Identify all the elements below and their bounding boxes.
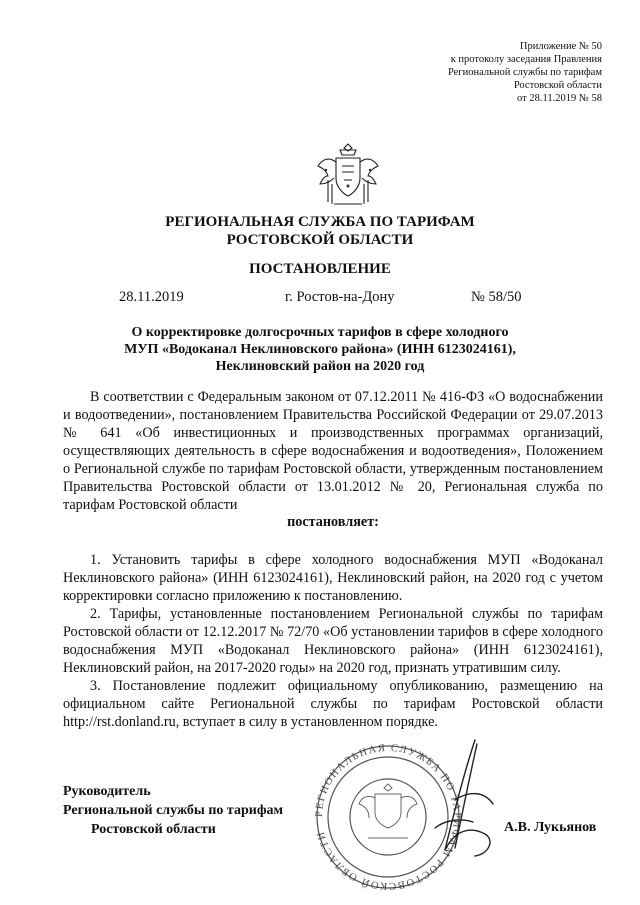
organization-title [60, 213, 580, 249]
appendix-line: к протоколу заседания Правления [450, 54, 602, 65]
appendix-note [302, 40, 602, 105]
signer-line: Ростовской области [91, 822, 216, 837]
document-number: № 58/50 [471, 289, 522, 305]
subject-line: О корректировке долгосрочных тарифов в сфере холодного [131, 325, 509, 340]
document-city: г. Ростов-на-Дону [285, 289, 395, 305]
resolution-item: 2. Тарифы, установленные постановлением Региональной службы по тарифам Ростовской области от 12.12.2017 № 72/70 «Об установлении тарифов в сфере холодного водоснабжения МУП «Водоканал Неклиновского района» (ИНН 6123024161), Неклиновский район, на 2017-2020 годы» на 2020 год, признать утратившим силу. [63, 606, 603, 676]
appendix-line: Региональной службы по тарифам [447, 67, 602, 78]
resolution-items [63, 551, 603, 731]
appendix-line: Приложение № 50 [519, 41, 602, 52]
coat-of-arms-icon [314, 140, 382, 210]
appendix-line: Ростовской области [513, 80, 602, 91]
document-subject [60, 324, 580, 375]
signer-line: Региональной службы по тарифам [63, 803, 284, 818]
signer-block [63, 782, 283, 839]
handwritten-signature-icon [415, 730, 515, 870]
signer-name: А.В. Лукьянов [504, 820, 597, 835]
organization-line: РОСТОВСКОЙ ОБЛАСТИ [226, 232, 414, 248]
stamp-text: РЕГИОНАЛЬНАЯ СЛУЖБА ПО ТАРИФАМ РОСТОВСКОЙ ОБЛАСТИ [313, 742, 463, 892]
signer-line: Руководитель [63, 784, 151, 799]
document-type: ПОСТАНОВЛЕНИЕ [249, 261, 391, 277]
appendix-line: от 28.11.2019 № 58 [517, 93, 602, 104]
subject-line: МУП «Водоканал Неклиновского района» (ИНН 6123024161), [124, 342, 516, 357]
subject-line: Неклиновский район на 2020 год [215, 359, 425, 374]
organization-line: РЕГИОНАЛЬНАЯ СЛУЖБА ПО ТАРИФАМ [165, 214, 475, 230]
resolves-heading: постановляет: [287, 514, 379, 530]
document-date: 28.11.2019 [119, 289, 184, 305]
preamble-paragraph: В соответствии с Федеральным законом от 07.12.2011 № 416-ФЗ «О водоснабжении и водоотведении», постановлением Правительства Российской Федерации от 29.07.2013 № 641 «Об инвестиционных и производственных программах организаций, осуществляющих деятельность в сфере водоснабжения и водоотведения», Положением о Региональной службе по тарифам Ростовской области, утвержденным постановлением Правительства Ростовской области от 13.01.2012 № 20, Региональная служба по тарифам Ростовской области [63, 389, 603, 513]
resolution-item: 1. Установить тарифы в сфере холодного водоснабжения МУП «Водоканал Неклиновского района» (ИНН 6123024161), Неклиновский район, на 2020 год с учетом корректировки согласно приложению к постановлению. [63, 552, 603, 604]
resolution-item: 3. Постановление подлежит официальному опубликованию, размещению на официальном сайте Региональной службы по тарифам Ростовской области http://rst.donland.ru, вступает в силу в установленном порядке. [63, 678, 603, 730]
